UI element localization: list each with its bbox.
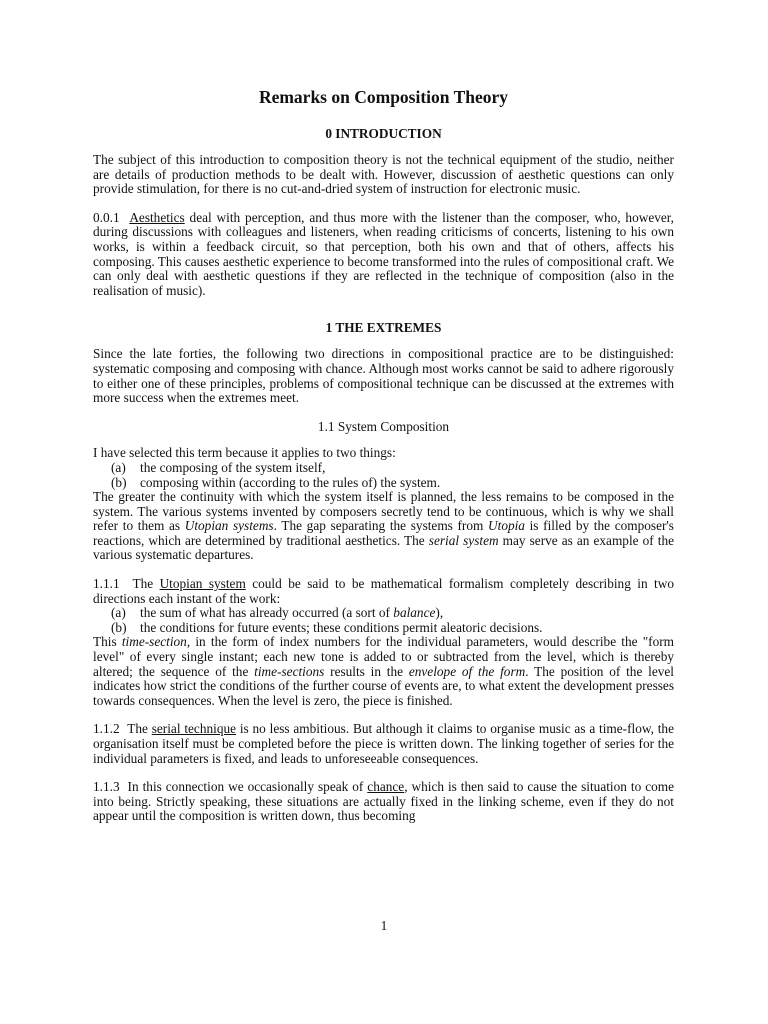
- section-heading-extremes: 1 THE EXTREMES: [325, 320, 442, 336]
- list-item: [93, 606, 674, 621]
- list-label: (b): [111, 619, 127, 635]
- text-run: , in the form of index numbers for the individual parameters, would describe the "form level" of every single instant; each new tone is added to or subtracted from the level, which is thereby altered; the sequence of the: [93, 634, 674, 679]
- italic-term: time-sections: [254, 663, 325, 679]
- paragraph-1-1-1: 1.1.1 The Utopian system could be said to be mathematical formalism completely describing in two directions each instant of the work:: [93, 576, 674, 606]
- extremes-paragraph: Since the late forties, the following two directions in compositional practice are to be distinguished: systematic composing and composing with chance. Although most works cannot be said to adhere rigorously to either one of these principles, problems of compositional technique can be discussed at the extremes with more success when the extremes meet.: [93, 346, 674, 406]
- text-run: In this connection we occasionally speak of: [127, 779, 368, 795]
- text-run: results in the: [324, 663, 409, 679]
- section-number: 0.0.1: [93, 209, 120, 225]
- list-item: [93, 621, 674, 636]
- paragraph-text: could be said to be mathematical formalism completely describing in two directions each instant of the work:: [93, 576, 674, 606]
- list-label: (a): [111, 605, 126, 621]
- text-run: ),: [435, 605, 444, 621]
- term-utopian-system: Utopian system: [159, 576, 246, 592]
- italic-term: envelope of the form: [408, 663, 526, 679]
- section-number: 1.1.2: [93, 721, 120, 737]
- italic-term: serial system: [428, 532, 499, 548]
- text-run: . The gap separating the systems from: [273, 518, 489, 534]
- text-run: the sum of what has already occurred (a sort of: [140, 605, 394, 621]
- paragraph-text: deal with perception, and thus more with the listener than the composer, who, however, during discussions with colleagues and listeners, when reading criticisms of concerts, listening to his own works, is within a feedback circuit, so that perception, both his own and that of others, affects his composing. This causes aesthetic experience to become transformed into the rules of compositional craft. We can only deal with aesthetic questions if they are reflected in the technique of composition (also in the realisation of music).: [93, 209, 675, 298]
- intro-paragraph: The subject of this introduction to composition theory is not the technical equipment of the studio, neither are details of production methods to be dealt with. However, discussion of aesthetic questions can only provide stimulation, for there is no cut-and-dried system of instruction for electronic music.: [93, 152, 674, 197]
- paragraph-text: is no less ambitious. But although it claims to organise music as a time-flow, the organisation itself must be completed before the piece is written down. The linking together of series for the individual parameters is fixed, and leads to unforeseeable consequences.: [93, 721, 674, 766]
- section-heading-introduction: 0 INTRODUCTION: [325, 126, 442, 141]
- list-text: the composing of the system itself,: [140, 459, 326, 475]
- list-text: [140, 606, 443, 621]
- italic-term: time-section: [121, 634, 187, 650]
- document-body: [93, 86, 674, 824]
- paragraph-0-0-1: [93, 211, 674, 299]
- list-text: the conditions for future events; these conditions permit aleatoric decisions.: [140, 619, 543, 635]
- term-aesthetics: Aesthetics: [129, 209, 185, 225]
- paragraph-1-1-3: [93, 780, 674, 824]
- text-run: may serve as an example of the various systematic departures.: [93, 532, 674, 563]
- system-composition-lead: I have selected this term because it applies to two things:: [93, 445, 396, 461]
- italic-term: Utopia: [488, 518, 525, 534]
- document-title: Remarks on Composition Theory: [258, 87, 509, 107]
- page-number: 1: [380, 918, 388, 933]
- subsection-heading-system-composition: 1.1 System Composition: [317, 418, 450, 434]
- system-composition-paragraph: [93, 490, 674, 563]
- section-number: 1.1.1: [93, 576, 120, 592]
- text-run: is filled by the composer's reactions, which are determined by traditional aesthetics. The: [93, 518, 674, 548]
- text-run: The greater the continuity with which the system itself is planned, the less remains to be composed in the system. The various systems invented by composers secretly tend to be continuous, which is why we shall refer to them as: [93, 489, 674, 534]
- list-text: composing within (according to the rules of) the system.: [140, 474, 441, 490]
- time-section-paragraph: [93, 635, 674, 708]
- list-item: [93, 476, 674, 491]
- paragraph-1-1-2: 1.1.2 The serial technique is no less ambitious. But although it claims to organise music as a time-flow, the organisation itself must be completed before the piece is written down. The linking together of series for the individual parameters is fixed, and leads to unforeseeable consequences.: [93, 721, 674, 766]
- paragraph-text: , which is then said to cause the situation to come into being. Strictly speaking, these situations are actually fixed in the linking scheme, even if they do not appear until the composition is written down, thus becoming: [93, 779, 674, 824]
- section-number: 1.1.3: [93, 779, 120, 795]
- term-chance: chance: [367, 779, 405, 795]
- list-label: (b): [111, 474, 127, 490]
- italic-term: Utopian systems: [184, 518, 274, 534]
- list-item: [93, 461, 674, 476]
- list-label: (a): [111, 459, 126, 475]
- text-run: This: [93, 634, 122, 650]
- italic-term: balance: [393, 605, 436, 621]
- text-run: . The position of the level indicates how strict the conditions of the further course of events are, to what extent the development presses towards consequences. When the level is zero, the piece is finished.: [93, 663, 674, 708]
- term-serial-technique: serial technique: [151, 721, 237, 737]
